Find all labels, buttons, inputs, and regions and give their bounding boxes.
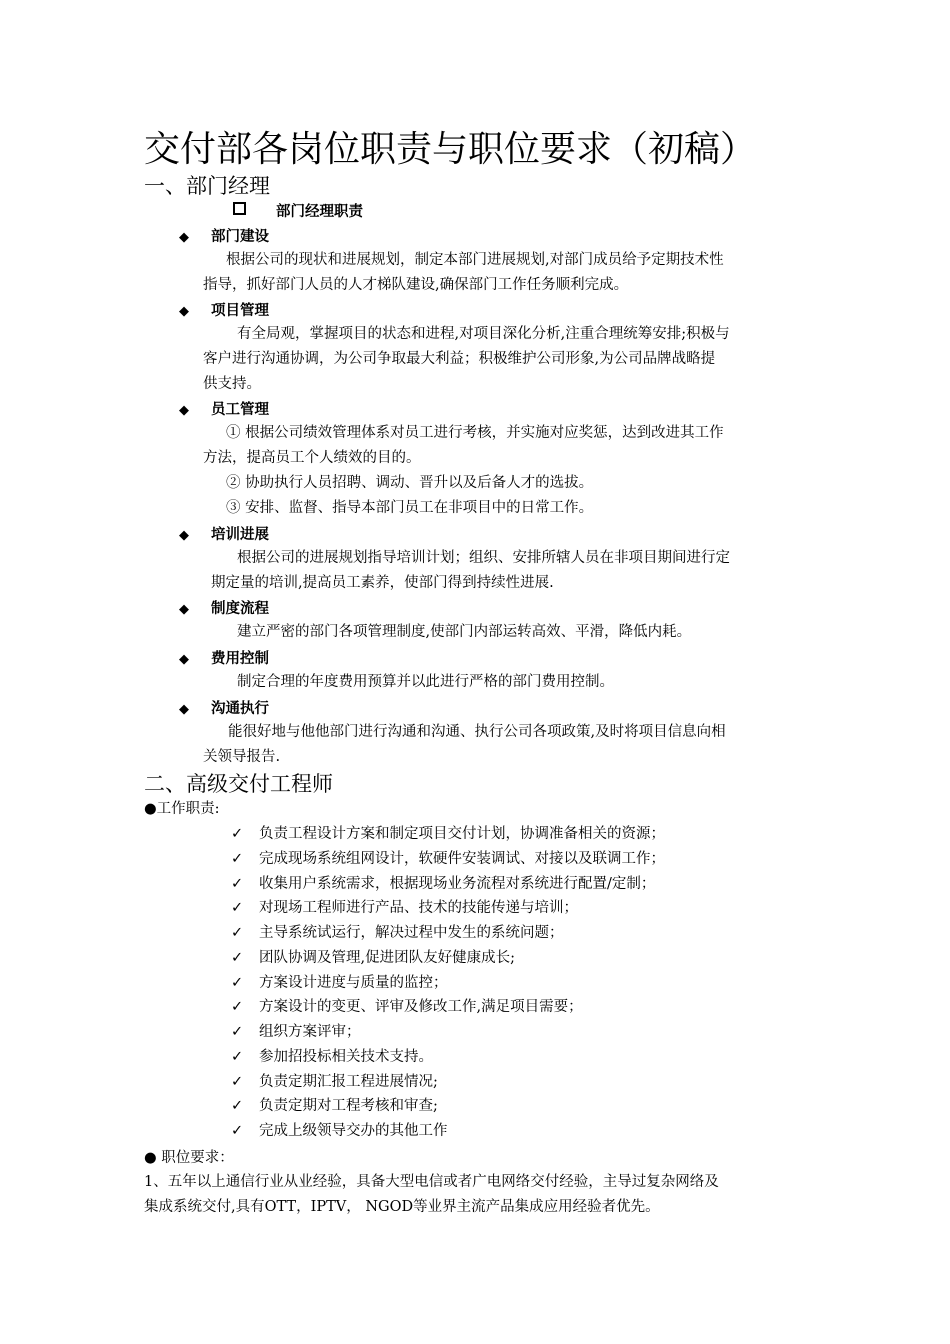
duty-item-heading xyxy=(179,699,269,720)
duty-item-label: 制度流程 xyxy=(211,601,269,617)
list-item xyxy=(231,1020,665,1045)
text-line: 建立严密的部门各项管理制度,使部门内部运转高效、平滑，降低内耗。 xyxy=(237,624,692,640)
duty-item-text xyxy=(0,620,691,645)
list-item xyxy=(231,896,665,921)
section-heading-senior-engineer: 二、高级交付工程师 xyxy=(144,772,333,796)
list-item-text: 组织方案评审； xyxy=(259,1024,361,1040)
duty-item-heading xyxy=(179,599,269,620)
checkmark-icon: ✓ xyxy=(231,900,244,917)
checkbox-square-icon xyxy=(233,202,246,215)
duty-item-text xyxy=(0,546,730,596)
sub-heading-label: 部门经理职责 xyxy=(276,204,363,220)
list-item-text: 主导系统试运行，解决过程中发生的系统问题； xyxy=(259,925,564,941)
checkmark-icon: ✓ xyxy=(231,1098,244,1115)
checkmark-icon: ✓ xyxy=(231,974,244,991)
duty-item-label: 项目管理 xyxy=(211,303,269,319)
list-item xyxy=(231,1119,665,1144)
list-item xyxy=(231,847,665,872)
diamond-bullet-icon: ◆ xyxy=(179,304,189,319)
checkmark-icon: ✓ xyxy=(231,1123,244,1139)
checkmark-icon: ✓ xyxy=(231,850,244,867)
sub-heading xyxy=(233,202,363,222)
list-item-text: 方案设计的变更、评审及修改工作,满足项目需要； xyxy=(259,999,583,1016)
duty-item-heading xyxy=(179,649,269,670)
text-line: ① 根据公司绩效管理体系对员工进行考核，并实施对应奖惩，达到改进其工作 xyxy=(226,425,724,441)
duty-item-text xyxy=(0,322,730,397)
list-item xyxy=(231,946,665,971)
duty-item-heading xyxy=(179,227,269,248)
diamond-bullet-icon: ◆ xyxy=(179,230,189,245)
list-item-text: 负责定期对工程考核和审查; xyxy=(259,1098,438,1115)
list-item-text: 负责工程设计方案和制定项目交付计划，协调准备相关的资源； xyxy=(259,826,665,842)
list-item xyxy=(231,1045,665,1070)
list-item xyxy=(231,1070,665,1095)
duty-item-text xyxy=(0,248,724,298)
list-item-text: 参加招投标相关技术支持。 xyxy=(259,1048,433,1065)
duties-label: ●工作职责: xyxy=(144,801,220,817)
text-line: 制定合理的年度费用预算并以此进行严格的部门费用控制。 xyxy=(237,674,614,690)
text-line: 指导，抓好部门人员的人才梯队建设,确保部门工作任务顺利完成。 xyxy=(203,277,629,293)
text-line: 关领导报告. xyxy=(203,749,281,765)
duty-item-label: 沟通执行 xyxy=(211,701,269,717)
checkmark-icon: ✓ xyxy=(231,925,244,941)
text-line: 1、五年以上通信行业从业经验，具备大型电信或者广电网络交付经验，主导过复杂网络及 xyxy=(144,1174,719,1190)
list-item xyxy=(231,971,665,996)
requirements-text xyxy=(144,1170,719,1220)
diamond-bullet-icon: ◆ xyxy=(179,702,189,717)
checkmark-icon: ✓ xyxy=(231,1024,244,1040)
duty-item-label: 员工管理 xyxy=(211,402,269,418)
checkmark-icon: ✓ xyxy=(231,999,244,1016)
text-line: 根据公司的进展规划指导培训计划；组织、安排所辖人员在非项目期间进行定 xyxy=(237,550,730,566)
text-line: 根据公司的现状和进展规划，制定本部门进展规划,对部门成员给予定期技术性 xyxy=(226,252,724,268)
checkmark-icon: ✓ xyxy=(231,875,244,892)
checkmark-icon: ✓ xyxy=(231,1073,244,1090)
page-title: 交付部各岗位职责与职位要求（初稿） xyxy=(144,129,757,170)
list-item xyxy=(231,1094,665,1119)
list-item-text: 对现场工程师进行产品、技术的技能传递与培训； xyxy=(259,900,578,917)
duty-item-label: 部门建设 xyxy=(211,229,269,245)
list-item-text: 团队协调及管理,促进团队友好健康成长; xyxy=(259,949,515,966)
list-item xyxy=(231,921,665,946)
diamond-bullet-icon: ◆ xyxy=(179,403,189,418)
duty-item-label: 费用控制 xyxy=(211,651,269,667)
list-item-text: 方案设计进度与质量的监控； xyxy=(259,974,448,991)
text-line: 有全局观，掌握项目的状态和进程,对项目深化分析,注重合理统筹安排;积极与 xyxy=(237,326,730,342)
duty-item-text xyxy=(0,421,724,521)
duty-item-heading xyxy=(179,301,269,322)
list-item-text: 收集用户系统需求，根据现场业务流程对系统进行配置/定制； xyxy=(259,875,656,892)
list-item xyxy=(231,822,665,847)
checkmark-icon: ✓ xyxy=(231,826,244,842)
duty-item-label: 培训进展 xyxy=(211,527,269,543)
text-line: ② 协助执行人员招聘、调动、晋升以及后备人才的选拔。 xyxy=(226,475,594,491)
checkmark-icon: ✓ xyxy=(231,949,244,966)
list-item xyxy=(231,995,665,1020)
text-line: 集成系统交付,具有OTT，IPTV， NGOD等业界主流产品集成应用经验者优先。 xyxy=(144,1199,660,1215)
diamond-bullet-icon: ◆ xyxy=(179,652,189,667)
text-line: 客户进行沟通协调，为公司争取最大利益；积极维护公司形象,为公司品牌战略提 xyxy=(203,351,716,367)
duties-list xyxy=(231,822,665,1144)
duty-item-heading xyxy=(179,400,269,421)
text-line: 期定量的培训,提高员工素养，使部门得到持续性进展. xyxy=(211,575,554,591)
list-item-text: 完成上级领导交办的其他工作 xyxy=(259,1123,448,1139)
list-item-text: 完成现场系统组网设计，软硬件安装调试、对接以及联调工作； xyxy=(259,850,665,867)
text-line: 方法，提高员工个人绩效的目的。 xyxy=(203,450,421,466)
duty-item-text xyxy=(0,670,614,695)
duty-item-heading xyxy=(179,525,269,546)
diamond-bullet-icon: ◆ xyxy=(179,602,189,617)
text-line: 供支持。 xyxy=(203,376,261,392)
duty-item-text xyxy=(0,720,726,770)
checkmark-icon: ✓ xyxy=(231,1048,244,1065)
text-line: ③ 安排、监督、指导本部门员工在非项目中的日常工作。 xyxy=(226,500,594,516)
list-item-text: 负责定期汇报工程进展情况; xyxy=(259,1073,438,1090)
section-heading-manager: 一、部门经理 xyxy=(144,174,270,198)
list-item xyxy=(231,872,665,897)
diamond-bullet-icon: ◆ xyxy=(179,528,189,543)
text-line: 能很好地与他他部门进行沟通和沟通、执行公司各项政策,及时将项目信息向相 xyxy=(228,724,726,740)
requirements-label: ● 职位要求： xyxy=(144,1150,234,1166)
